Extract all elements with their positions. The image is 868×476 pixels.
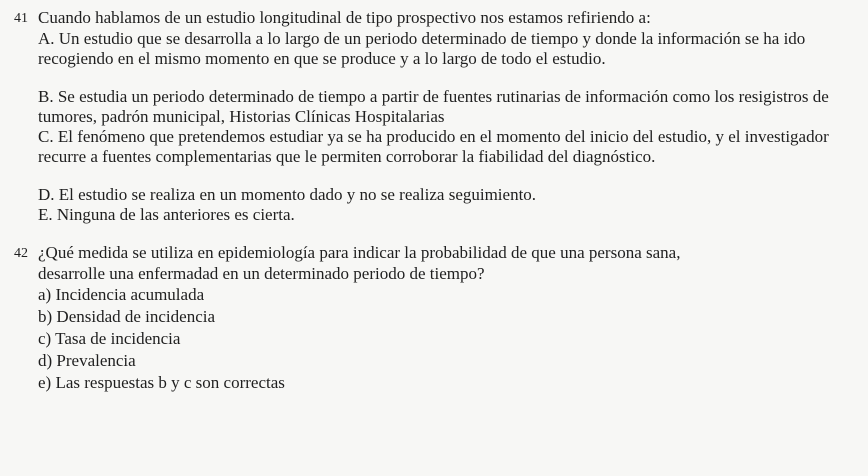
question-text: Cuando hablamos de un estudio longitudinal de tipo prospectivo nos estamos refiriendo a: xyxy=(38,8,651,27)
question-41-stem xyxy=(14,8,844,29)
answer-option-b: B. Se estudia un periodo determinado de tiempo a partir de fuentes rutinarias de información como los resigistros de tumores, padrón municipal, Historias Clínicas Hospitalarias xyxy=(38,87,829,126)
answer-option-d: d) Prevalencia xyxy=(38,351,136,370)
question-42-stem-continued: desarrolle una enfermadad en un determinado periodo de tiempo? xyxy=(38,264,485,283)
answer-option-d: D. El estudio se realiza en un momento dado y no se realiza seguimiento. xyxy=(38,185,537,204)
answer-option-c: c) Tasa de incidencia xyxy=(38,329,181,348)
question-42-stem xyxy=(14,243,844,264)
question-42 xyxy=(14,243,844,394)
answer-option-a: A. Un estudio que se desarrolla a lo largo de un periodo determinado de tiempo y donde la información se ha ido recogiendo en el mismo momento en que se produce y a lo largo de todo el estudio. xyxy=(38,29,806,68)
question-number: 42 xyxy=(14,246,28,261)
answer-option-b: b) Densidad de incidencia xyxy=(38,307,216,326)
question-42-options xyxy=(38,284,844,394)
answer-option-a: a) Incidencia acumulada xyxy=(38,285,205,304)
question-text: ¿Qué medida se utiliza en epidemiología para indicar la probabilidad de que una persona sana, xyxy=(38,243,681,262)
answer-option-c: C. El fenómeno que pretendemos estudiar ya se ha producido en el momento del inicio del estudio, y el investigador recurre a fuentes complementarias que le permiten corroborar la fiabilidad del diagnóstico. xyxy=(38,127,829,166)
answer-option-e: E. Ninguna de las anteriores es cierta. xyxy=(38,205,295,224)
answer-option-e: e) Las respuestas b y c son correctas xyxy=(38,373,285,392)
question-number: 41 xyxy=(14,11,28,26)
question-41 xyxy=(14,8,844,225)
question-41-options xyxy=(38,29,844,225)
